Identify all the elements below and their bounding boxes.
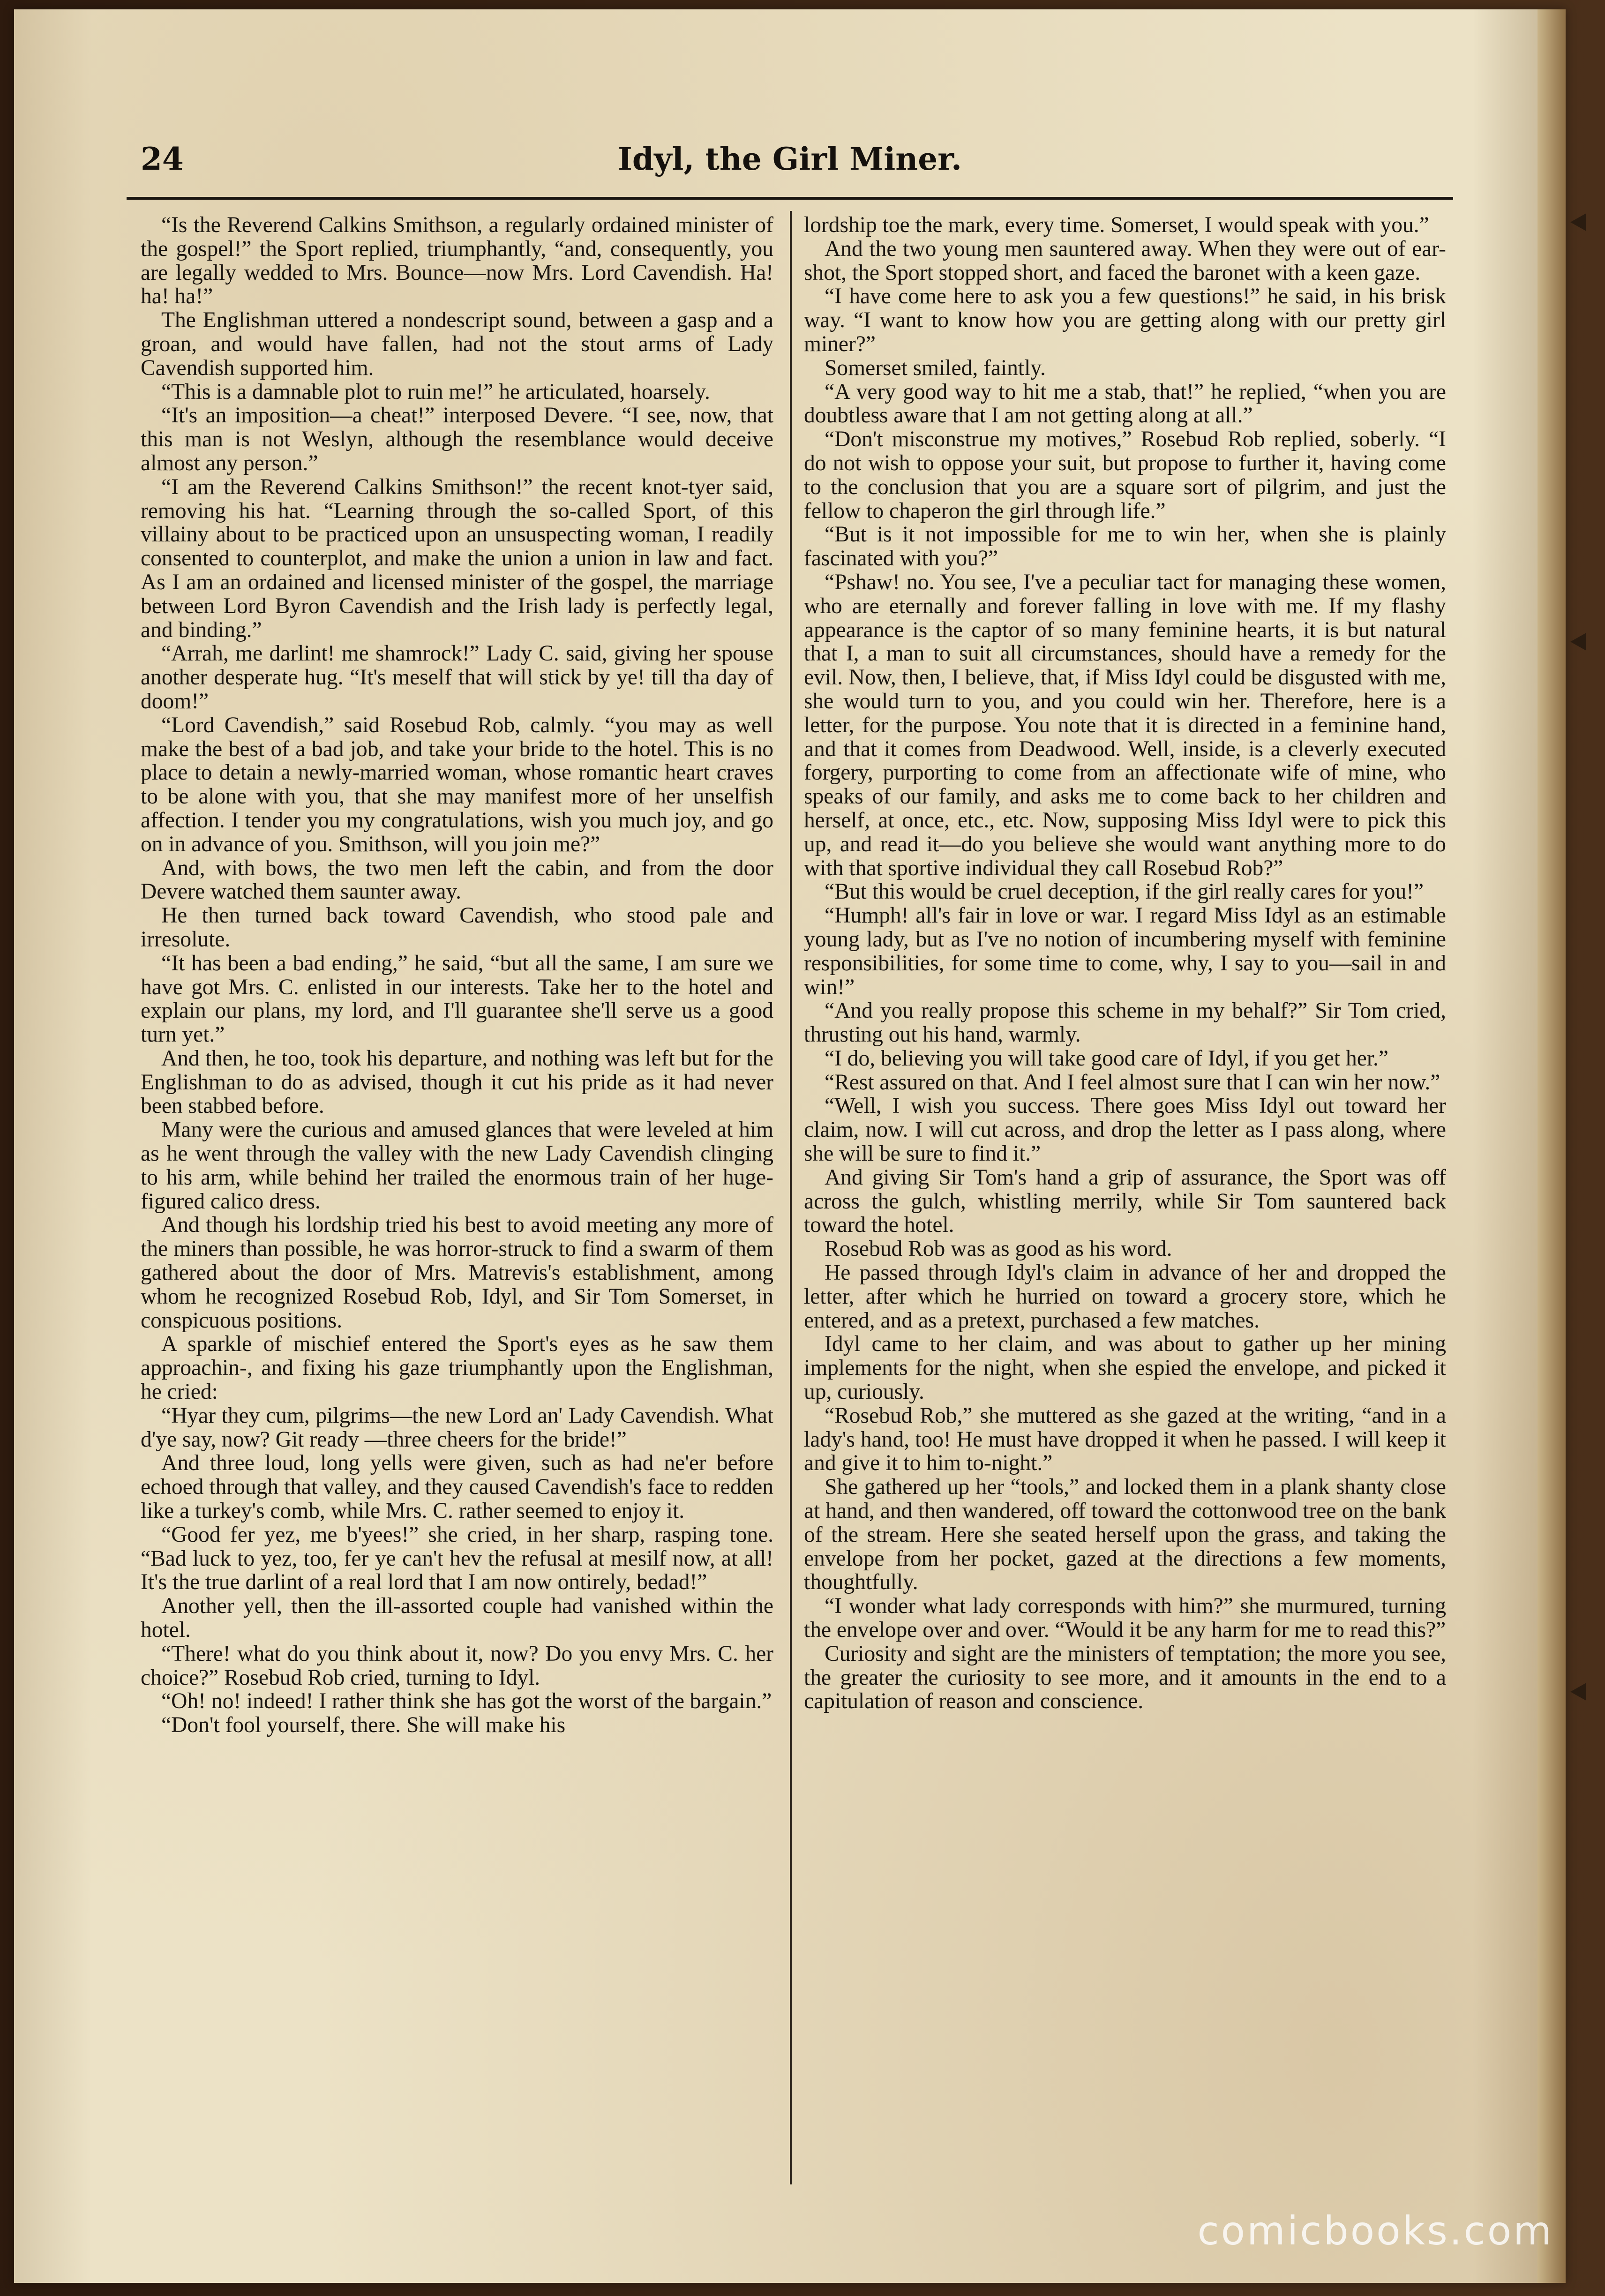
paragraph: “But this would be cruel deception, if the girl really cares for you!” bbox=[825, 879, 1424, 904]
paragraph: And the two young men sauntered away. When they were out of ear-shot, the Sport stopped short, and faced the baronet with a keen gaze. bbox=[804, 236, 1446, 285]
right-text-column bbox=[804, 213, 1446, 2187]
paragraph: A sparkle of mischief entered the Sport's eyes as he saw them approachin-, and fixing his gaze triumphantly upon the Englishman, he cried: bbox=[141, 1332, 773, 1404]
paragraph: She gathered up her “tools,” and locked them in a plank shanty close at hand, and then wandered, off toward the cottonwood tree on the bank of the stream. Here she seated herself upon the grass, and taking the envelope from her pocket, gazed at the directions a few moments, thoughtfully. bbox=[804, 1475, 1446, 1595]
paragraph: “I have come here to ask you a few questions!” he said, in his brisk way. “I want to know how you are getting along with our pretty girl miner?” bbox=[804, 284, 1446, 356]
site-watermark: comicbooks.com bbox=[1197, 2208, 1553, 2254]
paragraph: “Rest assured on that. And I feel almost sure that I can win her now.” bbox=[825, 1070, 1440, 1095]
running-title: Idyl, the Girl Miner. bbox=[618, 141, 962, 177]
paragraph: Another yell, then the ill-assorted couple had vanished within the hotel. bbox=[141, 1594, 773, 1643]
paragraph: “Pshaw! no. You see, I've a peculiar tact for managing these women, who are eternally and forever falling in love with me. If my flashy appearance is the captor of so many feminine hearts, it is but natural that I, a man to suit all circumstances, should have a remedy for the evil. Now, then, I believe, that, if Miss Idyl could be disgusted with me, she would turn to you, and you could win her. Therefore, here is a letter, for the purpose. You note that it is directed in a feminine hand, and that it comes from Deadwood. Well, inside, is a cleverly executed forgery, purporting to come from an affectionate wife of mine, who speaks of our family, and asks me to come back to her children and herself, at once, etc., etc. Now, supposing Miss Idyl were to pick this up, and read it—do you believe she would want anything more to do with that sportive individual they call Rosebud Rob?” bbox=[804, 570, 1446, 880]
paragraph: “I do, believing you will take good care of Idyl, if you get her.” bbox=[825, 1046, 1388, 1071]
paragraph: “It's an imposition—a cheat!” interposed Devere. “I see, now, that this man is not Weslyn, although the resemblance would deceive almost any person.” bbox=[141, 403, 773, 475]
paragraph: “I am the Reverend Calkins Smithson!” the recent knot-tyer said, removing his hat. “Learning through the so-called Sport, of this villainy about to be practiced upon an unsuspecting woman, I readily consented to counterplot, and make the union a union in law and fact. As I am an ordained and licensed minister of the gospel, the marriage between Lord Byron Cavendish and the Irish lady is perfectly legal, and binding.” bbox=[141, 474, 773, 642]
paragraph: He then turned back toward Cavendish, who stood pale and irresolute. bbox=[141, 903, 773, 952]
paragraph: And, with bows, the two men left the cabin, and from the door Devere watched them saunter away. bbox=[141, 855, 773, 904]
paragraph: And three loud, long yells were given, such as had ne'er before echoed through that valley, and they caused Cavendish's face to redden like a turkey's comb, while Mrs. C. rather seemed to enjoy it. bbox=[141, 1451, 773, 1523]
page-spine-edge bbox=[1538, 9, 1566, 2283]
paragraph: He passed through Idyl's claim in advance of her and dropped the letter, after which he hurried on toward a grocery store, which he entered, and as a pretext, purchased a few matches. bbox=[804, 1261, 1446, 1333]
paragraph: “Humph! all's fair in love or war. I regard Miss Idyl as an estimable young lady, but as I've no notion of incumbering myself with feminine responsibilities, for some time to come, why, I say to you—sail in and win!” bbox=[804, 903, 1446, 999]
paragraph: “And you really propose this scheme in my behalf?” Sir Tom cried, thrusting out his hand, warmly. bbox=[804, 998, 1446, 1047]
paragraph: “Arrah, me darlint! me shamrock!” Lady C. said, giving her spouse another desperate hug. “It's meself that will stick by ye! till tha day of doom!” bbox=[141, 641, 773, 713]
page-number: 24 bbox=[141, 141, 184, 177]
page-header bbox=[127, 141, 1453, 192]
paragraph: “Is the Reverend Calkins Smithson, a regularly ordained minister of the gospel!” the Sport replied, triumphantly, “and, consequently, you are legally wedded to Mrs. Bounce—now Mrs. Lord Cavendish. Ha! ha! ha!” bbox=[141, 213, 773, 309]
left-text-column bbox=[141, 213, 773, 2187]
paragraph: “Good fer yez, me b'yees!” she cried, in her sharp, rasping tone. “Bad luck to yez, too, fer ye can't hev the refusal at mesilf now, at all! It's the true darlint of a real lord that I am now ontirely, bedad!” bbox=[141, 1522, 773, 1595]
paragraph: “There! what do you think about it, now? Do you envy Mrs. C. her choice?” Rosebud Rob cried, turning to Idyl. bbox=[141, 1641, 773, 1690]
paragraph: “This is a damnable plot to ruin me!” he articulated, hoarsely. bbox=[161, 379, 710, 404]
paragraph: Many were the curious and amused glances that were leveled at him as he went through the valley with the new Lady Cavendish clinging to his arm, while behind her trailed the enormous train of her huge-figured calico dress. bbox=[141, 1118, 773, 1214]
paragraph: Somerset smiled, faintly. bbox=[825, 355, 1046, 380]
paragraph: And then, he too, took his departure, and nothing was left but for the Englishman to do as advised, though it cut his pride as it had never been stabbed before. bbox=[141, 1046, 773, 1118]
paragraph: Curiosity and sight are the ministers of temptation; the more you see, the greater the curiosity to see more, and it amounts in the end to a capitulation of reason and conscience. bbox=[804, 1641, 1446, 1714]
header-rule bbox=[127, 197, 1453, 200]
paragraph: “Oh! no! indeed! I rather think she has got the worst of the bargain.” bbox=[161, 1689, 772, 1714]
paragraph: “It has been a bad ending,” he said, “but all the same, I am sure we have got Mrs. C. enlisted in our interests. Take her to the hotel and explain our plans, my lord, and I'll guarantee she'll serve us a good turn yet.” bbox=[141, 951, 773, 1047]
paragraph: “A very good way to hit me a stab, that!” he replied, “when you are doubtless aware that I am not getting along at all.” bbox=[804, 379, 1446, 428]
paragraph: “Don't fool yourself, there. She will make his bbox=[161, 1713, 566, 1738]
paragraph: Idyl came to her claim, and was about to gather up her mining implements for the night, when she espied the envelope, and picked it up, curiously. bbox=[804, 1332, 1446, 1404]
paragraph: lordship toe the mark, every time. Somerset, I would speak with you.” bbox=[804, 213, 1429, 237]
paragraph: Rosebud Rob was as good as his word. bbox=[825, 1237, 1172, 1261]
paragraph: And giving Sir Tom's hand a grip of assurance, the Sport was off across the gulch, whistling merrily, while Sir Tom sauntered back toward the hotel. bbox=[804, 1165, 1446, 1238]
paragraph: “Lord Cavendish,” said Rosebud Rob, calmly. “you may as well make the best of a bad job, and take your bride to the hotel. This is no place to detain a newly-married woman, whose romantic heart craves to be alone with you, that she may manifest more of her unselfish affection. I tender you my congratulations, wish you much joy, and go on in advance of you. Smithson, will you join me?” bbox=[141, 713, 773, 856]
paragraph: “Don't misconstrue my motives,” Rosebud Rob replied, soberly. “I do not wish to oppose your suit, but propose to further it, having come to the conclusion that you are a square sort of pilgrim, and just the fellow to chaperon the girl through life.” bbox=[804, 427, 1446, 523]
paragraph: “I wonder what lady corresponds with him?” she murmured, turning the envelope over and over. “Would it be any harm for me to read this?” bbox=[804, 1594, 1446, 1643]
column-divider bbox=[790, 211, 792, 2184]
paragraph: The Englishman uttered a nondescript sound, between a gasp and a groan, and would have fallen, had not the stout arms of Lady Cavendish supported him. bbox=[141, 308, 773, 380]
paragraph: And though his lordship tried his best to avoid meeting any more of the miners than possible, he was horror-struck to find a swarm of them gathered about the door of Mrs. Matrevis's establishment, among whom he recognized Rosebud Rob, Idyl, and Sir Tom Somerset, in conspicuous positions. bbox=[141, 1213, 773, 1333]
paragraph: “Well, I wish you success. There goes Miss Idyl out toward her claim, now. I will cut across, and drop the letter as I pass along, where she will be sure to find it.” bbox=[804, 1094, 1446, 1166]
paragraph: “Rosebud Rob,” she muttered as she gazed at the writing, “and in a lady's hand, too! He must have dropped it when he passed. I will keep it and give it to him to-night.” bbox=[804, 1403, 1446, 1476]
paragraph: “But is it not impossible for me to win her, when she is plainly fascinated with you?” bbox=[804, 522, 1446, 571]
paragraph: “Hyar they cum, pilgrims—the new Lord an' Lady Cavendish. What d'ye say, now? Git ready —three cheers for the bride!” bbox=[141, 1403, 773, 1452]
